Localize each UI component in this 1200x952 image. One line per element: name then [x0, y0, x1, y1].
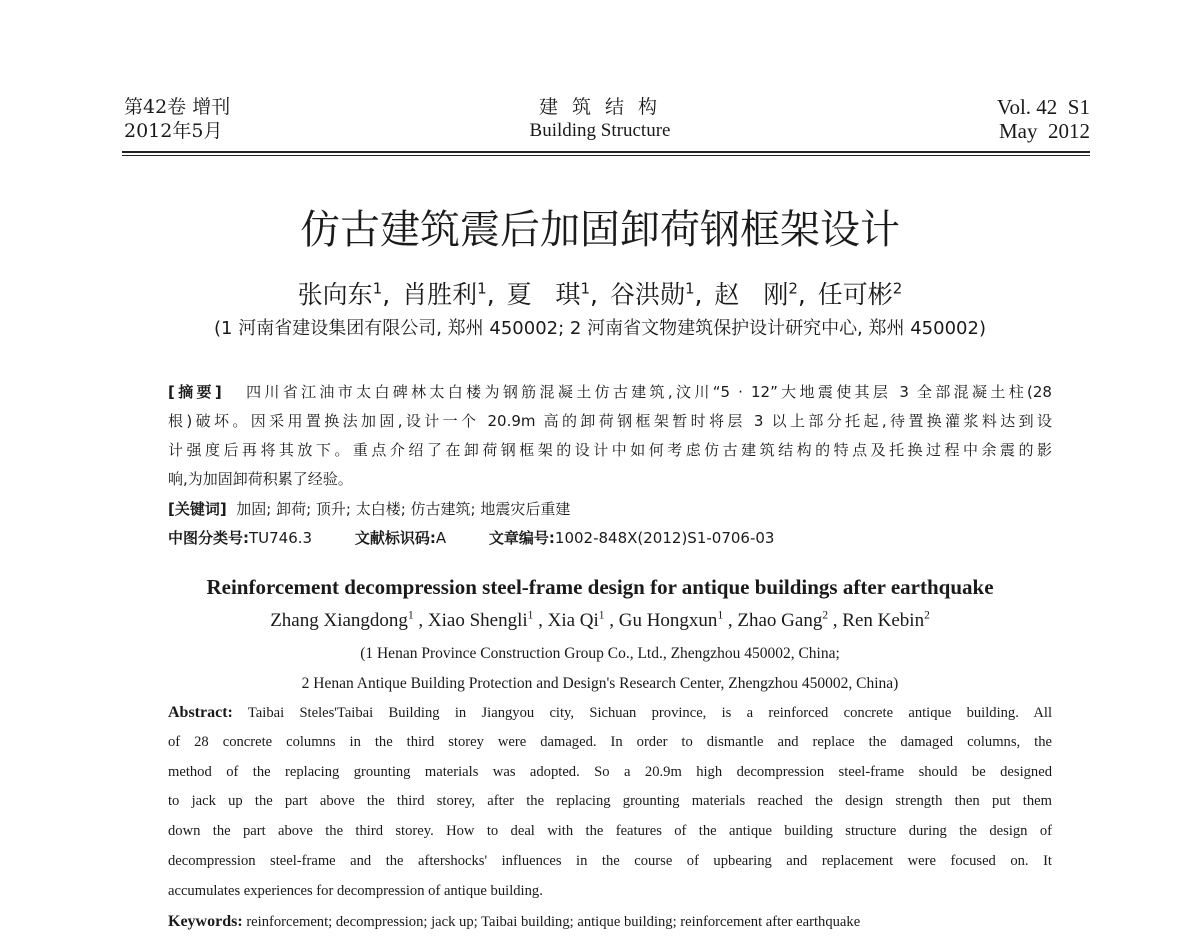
- abstract-en-text: of 28 concrete columns in the third storey were damaged. In order to dismantle and replace the damaged columns, the: [168, 733, 1052, 750]
- abstract-en-text: Taibai Steles'Taibai Building in Jiangyou city, Sichuan province, is a reinforced concrete antique building. All: [247, 705, 1052, 721]
- abstract-en-line: [168, 823, 1052, 843]
- author-affil-mark: 1: [684, 279, 695, 298]
- header-rule: [122, 151, 1090, 153]
- authors-en: [0, 610, 1200, 632]
- abstract-en-line: [168, 793, 1052, 813]
- author-affil-mark: 1: [407, 610, 414, 622]
- header-rule-thin: [122, 155, 1090, 156]
- affiliation-en-1: (1 Henan Province Construction Group Co., Ltd., Zhengzhou 450002, China;: [360, 645, 840, 662]
- classification-row: [168, 527, 774, 548]
- author-name: 任可彬: [817, 280, 893, 309]
- author-affil-mark: 1: [580, 279, 591, 298]
- abstract-cn-text: 根)破坏。因采用置换法加固,设计一个 20.9m 高的卸荷钢框架暂时将层 3 以上部分托起,待置换灌浆料达到设: [168, 412, 1052, 430]
- date-en: May 2012: [999, 119, 1090, 143]
- author: [818, 280, 903, 309]
- author-affil-mark: 1: [598, 610, 605, 622]
- keywords-cn-label: [关键词]: [168, 500, 227, 518]
- article-no-label: 文章编号:: [488, 529, 555, 547]
- author-name: 夏 琪: [506, 280, 581, 309]
- volume-en: Vol. 42 S1: [997, 95, 1090, 119]
- author-affil-mark: 2: [822, 610, 829, 622]
- abstract-cn-line: [168, 439, 1052, 459]
- journal-name-cn: 建 筑 结 构: [538, 96, 662, 118]
- abstract-en-line: [168, 883, 1052, 903]
- header-right: [997, 95, 1090, 143]
- title-cn: 仿古建筑震后加固卸荷钢框架设计: [300, 207, 900, 253]
- keywords-en-text: reinforcement; decompression; jack up; Taibai building; antique building; reinforcement after earthquake: [246, 914, 861, 930]
- authors-cn: [0, 275, 1200, 311]
- clc-value: TU746.3: [249, 529, 313, 547]
- author: [842, 610, 930, 631]
- author: 张向东$^1$,: [297, 279, 403, 309]
- abstract-en-line: [168, 764, 1052, 784]
- author: Zhao Gang$^2$ ,: [737, 610, 843, 632]
- author: Gu Hongxun$^1$ ,: [618, 610, 738, 632]
- keywords-en-label: Keywords:: [168, 913, 243, 930]
- abstract-en-line: [168, 704, 1052, 724]
- journal-name-en: Building Structure: [529, 120, 671, 141]
- abstract-en-text: down the part above the third storey. How to deal with the features of the antique building structure during the design of: [168, 823, 1052, 840]
- author: Xiao Shengli$^1$ ,: [427, 610, 548, 632]
- author-affil-mark: 2: [892, 279, 903, 298]
- author: Zhang Xiangdong$^1$ ,: [270, 610, 428, 632]
- title-en: Reinforcement decompression steel-frame design for antique buildings after earthquake: [206, 575, 994, 599]
- author-name: 赵 刚: [714, 280, 789, 309]
- volume-cn: 第42卷 增刊: [124, 96, 231, 118]
- author-name: 谷洪勋: [609, 280, 685, 309]
- abstract-en-text: to jack up the part above the third storey, after the replacing grounting materials reached the design strength then put them: [168, 793, 1052, 810]
- abstract-en-text: decompression steel-frame and the aftershocks' influences in the course of upbearing and replacement were focused on. It: [168, 853, 1052, 869]
- abstract-en-text: accumulates experiences for decompression of antique building.: [168, 882, 543, 899]
- article-no-value: 1002-848X(2012)S1-0706-03: [554, 529, 775, 547]
- affiliation-cn: (1 河南省建设集团有限公司, 郑州 450002; 2 河南省文物建筑保护设计研究中心, 郑州 450002): [214, 318, 986, 339]
- author-name: Xiao Shengli: [427, 610, 528, 632]
- author-affil-mark: 1: [477, 279, 487, 298]
- abstract-en-line: [168, 853, 1052, 873]
- abstract-cn-label: [摘要]: [168, 383, 222, 401]
- abstract-en-label: Abstract:: [168, 704, 233, 721]
- abstract-cn-line: [168, 381, 1052, 401]
- author-affil-mark: 1: [527, 610, 534, 622]
- abstract-cn-line: [168, 468, 1052, 488]
- abstract-cn-text: 四川省江油市太白碑林太白楼为钢筋混凝土仿古建筑,汶川“5 · 12”大地震使其层 3 全部混凝土柱(28: [246, 383, 1052, 401]
- author-affil-mark: 2: [788, 279, 798, 298]
- author-name: 肖胜利: [402, 280, 478, 309]
- author: 肖胜利$^1$,: [402, 279, 507, 309]
- abstract-en-line: [168, 734, 1052, 754]
- author-name: Zhao Gang: [737, 610, 823, 632]
- keywords-en: [168, 913, 860, 931]
- author: 夏 琪$^1$,: [506, 279, 610, 309]
- author: Xia Qi$^1$ ,: [547, 610, 619, 632]
- clc-label: 中图分类号:: [168, 529, 249, 547]
- author-name: Zhang Xiangdong: [270, 610, 408, 632]
- author-affil-mark: 1: [717, 610, 724, 622]
- author-affil-mark: 1: [372, 279, 383, 298]
- author-name: Gu Hongxun: [618, 610, 718, 632]
- abstract-cn-text: 计强度后再将其放下。重点介绍了在卸荷钢框架的设计中如何考虑仿古建筑结构的特点及托换过程中余震的影: [168, 441, 1052, 459]
- doc-code-value: A: [435, 529, 447, 547]
- affiliation-en-2: 2 Henan Antique Building Protection and Design's Research Center, Zhengzhou 450002, China): [301, 675, 899, 692]
- author-name: Ren Kebin: [842, 610, 925, 632]
- author-affil-mark: 2: [924, 610, 930, 622]
- keywords-cn-text: 加固; 卸荷; 顶升; 太白楼; 仿古建筑; 地震灾后重建: [236, 500, 571, 518]
- abstract-cn-text: 响,为加固卸荷积累了经验。: [168, 470, 353, 488]
- author-name: Xia Qi: [547, 610, 599, 632]
- author-name: 张向东: [297, 280, 373, 309]
- abstract-cn-line: [168, 410, 1052, 430]
- author: 赵 刚$^2$,: [714, 279, 818, 309]
- keywords-cn: [168, 498, 570, 519]
- doc-code-label: 文献标识码:: [354, 529, 436, 547]
- author: 谷洪勋$^1$,: [609, 279, 715, 309]
- date-cn: 2012年5月: [124, 120, 223, 142]
- abstract-en-text: method of the replacing grounting materials was adopted. So a 20.9m high decompression steel-frame should be designed: [168, 763, 1052, 780]
